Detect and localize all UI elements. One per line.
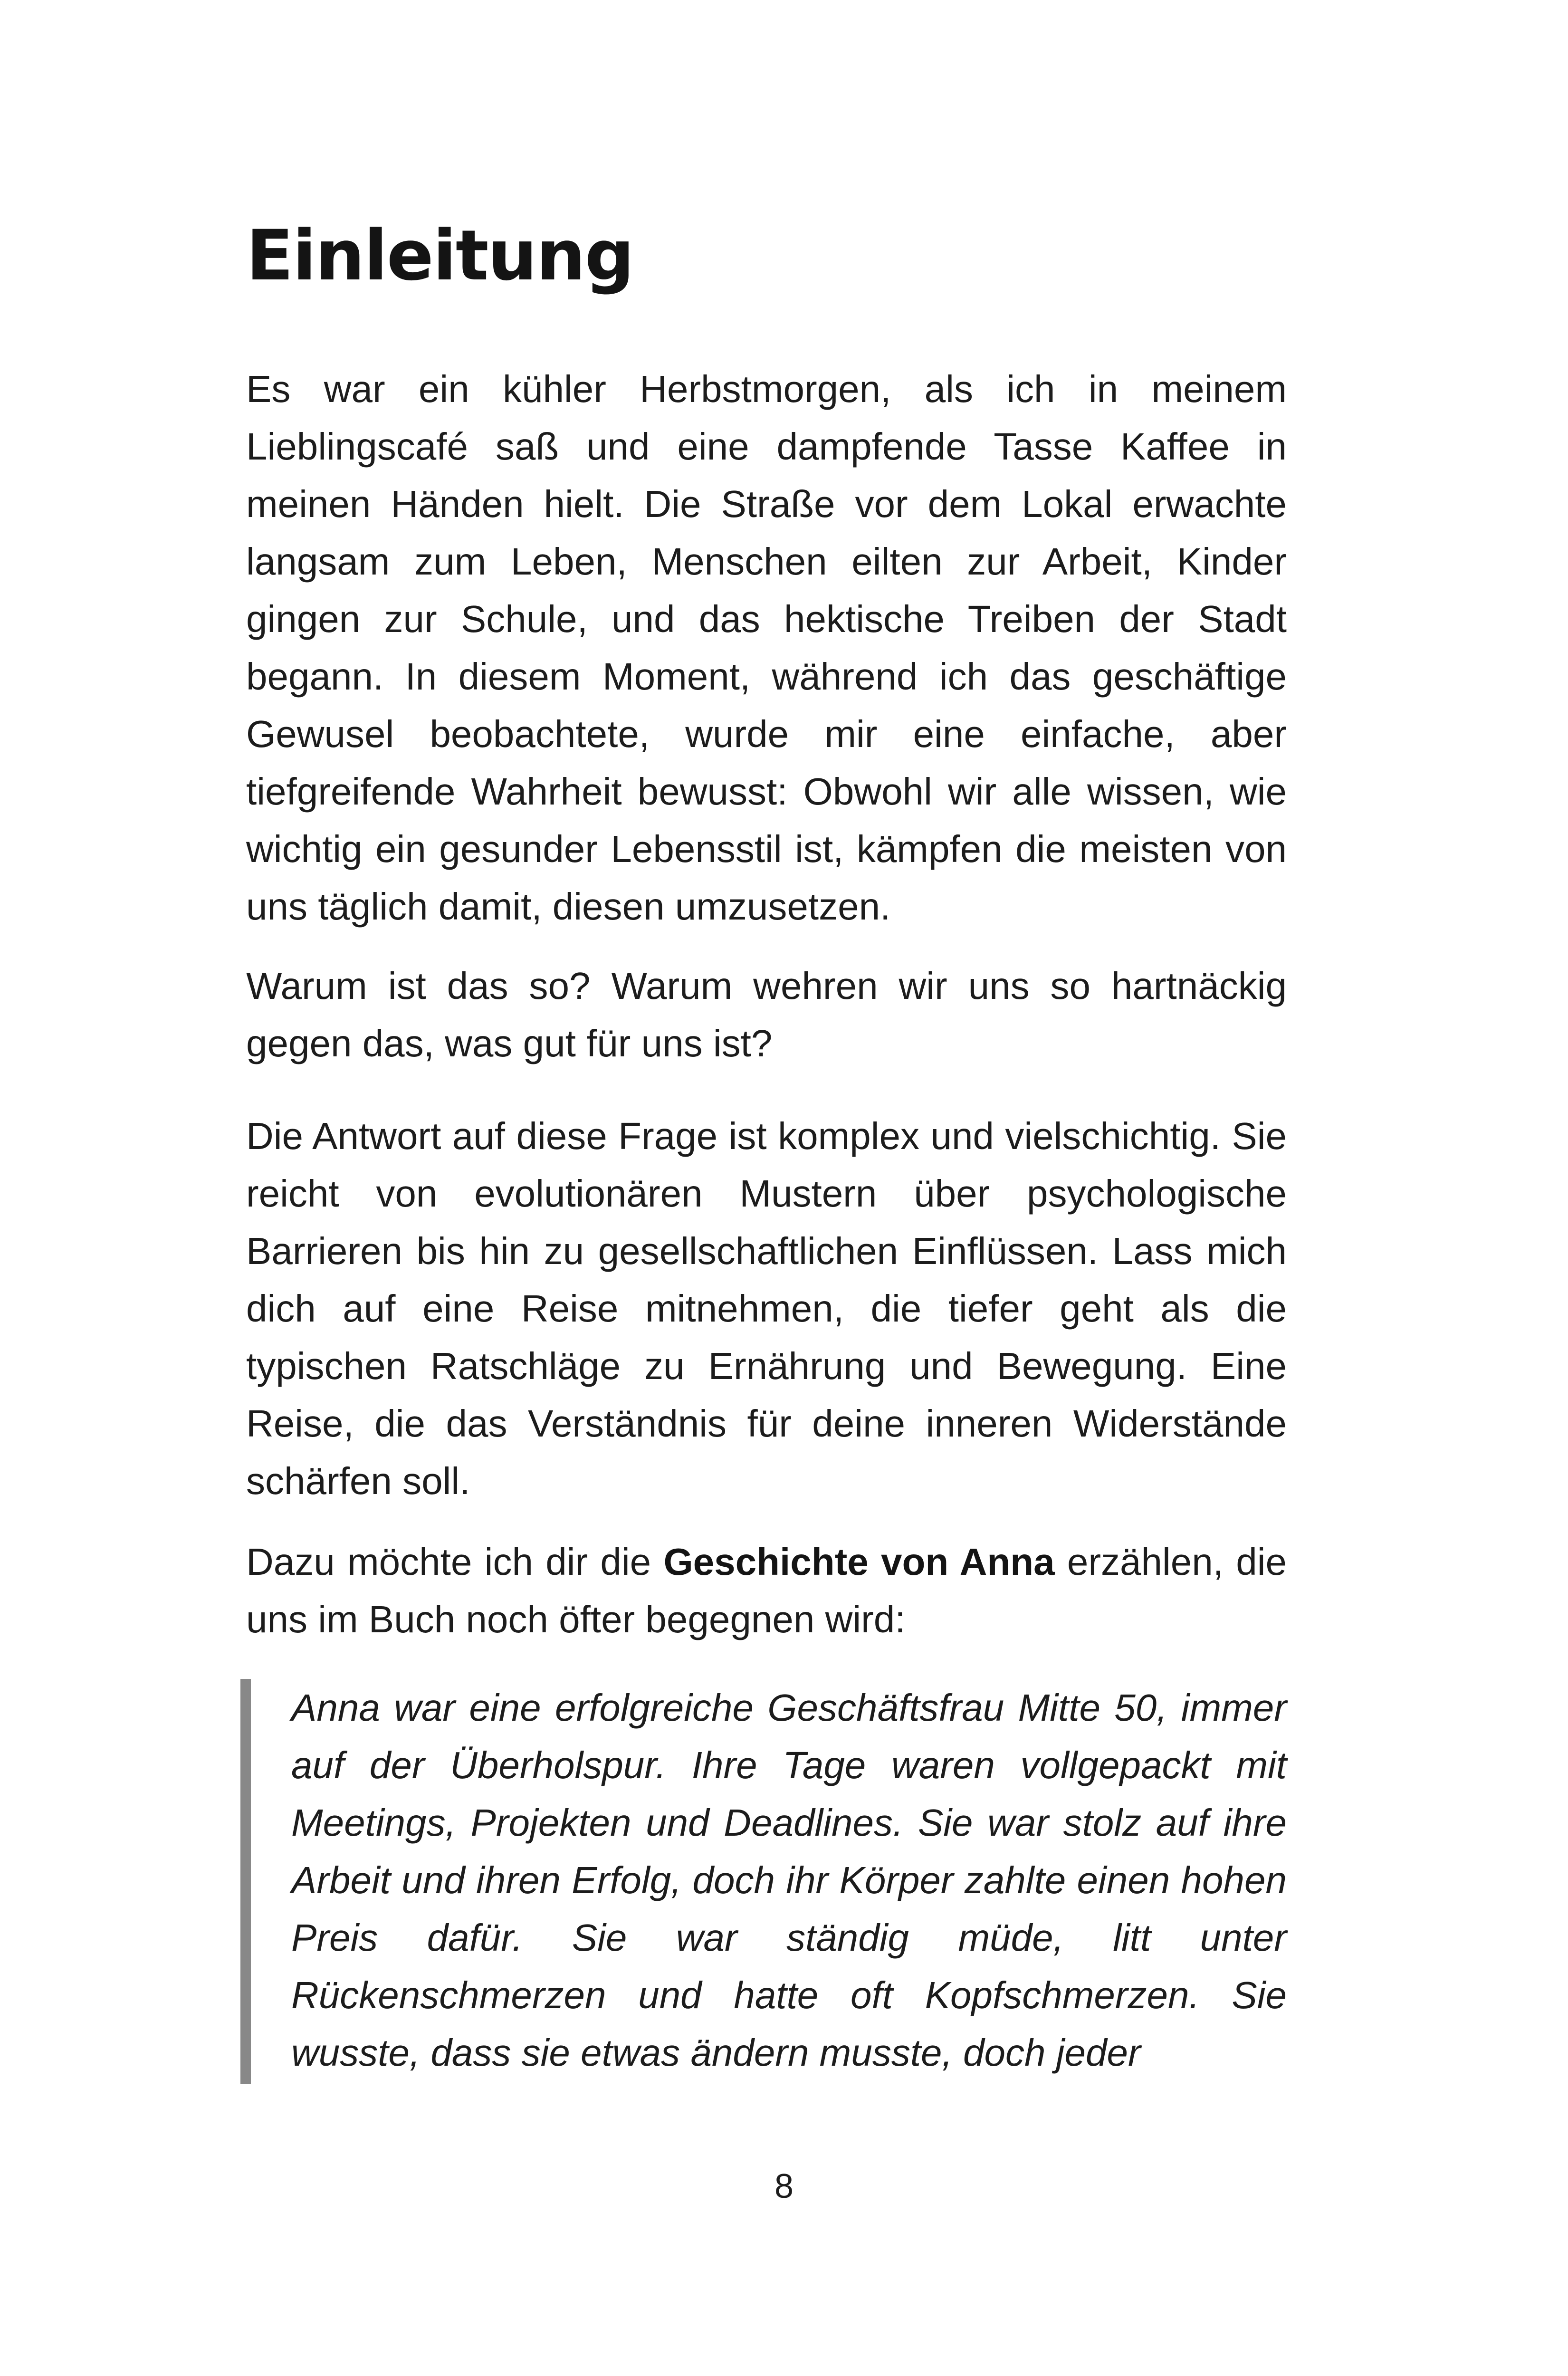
story-intro-text-after: erzählen, die uns im Buch noch öfter begegnen wird:	[246, 1541, 1287, 1640]
chapter-heading: Einleitung	[246, 215, 634, 296]
paragraph-intro: Es war ein kühler Herbstmorgen, als ich in meinem Lieblingscafé saß und eine dampfende Tasse Kaffee in meinen Händen hielt. Die Straße vor dem Lokal erwachte langsam zum Leben, Menschen eilten zur Arbeit, Kinder gingen zur Schule, und das hektische Treiben der Stadt begann. In diesem Moment, während ich das geschäftige Gewusel beobachtete, wurde mir eine einfache, aber tiefgreifende Wahrheit bewusst: Obwohl wir alle wissen, wie wichtig ein gesunder Lebensstil ist, kämpfen die meisten von uns täglich damit, diesen umzusetzen.	[246, 368, 1287, 928]
page-number: 8	[774, 2167, 794, 2205]
story-quote-block	[240, 1679, 1287, 2084]
story-title-bold: Geschichte von Anna	[663, 1541, 1055, 1583]
story-intro-text-before: Dazu möchte ich dir die	[246, 1541, 664, 1583]
story-quote-text: Anna war eine erfolgreiche Geschäftsfrau Mitte 50, immer auf der Überholspur. Ihre Tage waren vollgepackt mit Meetings, Projekten und Deadlines. Sie war stolz auf ihre Arbeit und ihren Erfolg, doch ihr Körper zahlte einen hohen Preis dafür. Sie war ständig müde, litt unter Rückenschmerzen und hatte oft Kopfschmerzen. Sie wusste, dass sie etwas ändern musste, doch jeder	[291, 1686, 1287, 2074]
paragraph-answer: Die Antwort auf diese Frage ist komplex und vielschichtig. Sie reicht von evolutionären Mustern über psychologische Barrieren bis hin zu gesellschaftlichen Einflüssen. Lass mich dich auf eine Reise mitnehmen, die tiefer geht als die typischen Ratschläge zu Ernährung und Bewegung. Eine Reise, die das Verständnis für deine inneren Widerstände schärfen soll.	[246, 1115, 1287, 1502]
paragraph-story-intro	[246, 1533, 1287, 1648]
paragraph-question: Warum ist das so? Warum wehren wir uns so hartnäckig gegen das, was gut für uns ist?	[246, 965, 1287, 1064]
quote-bar	[240, 1679, 251, 2084]
